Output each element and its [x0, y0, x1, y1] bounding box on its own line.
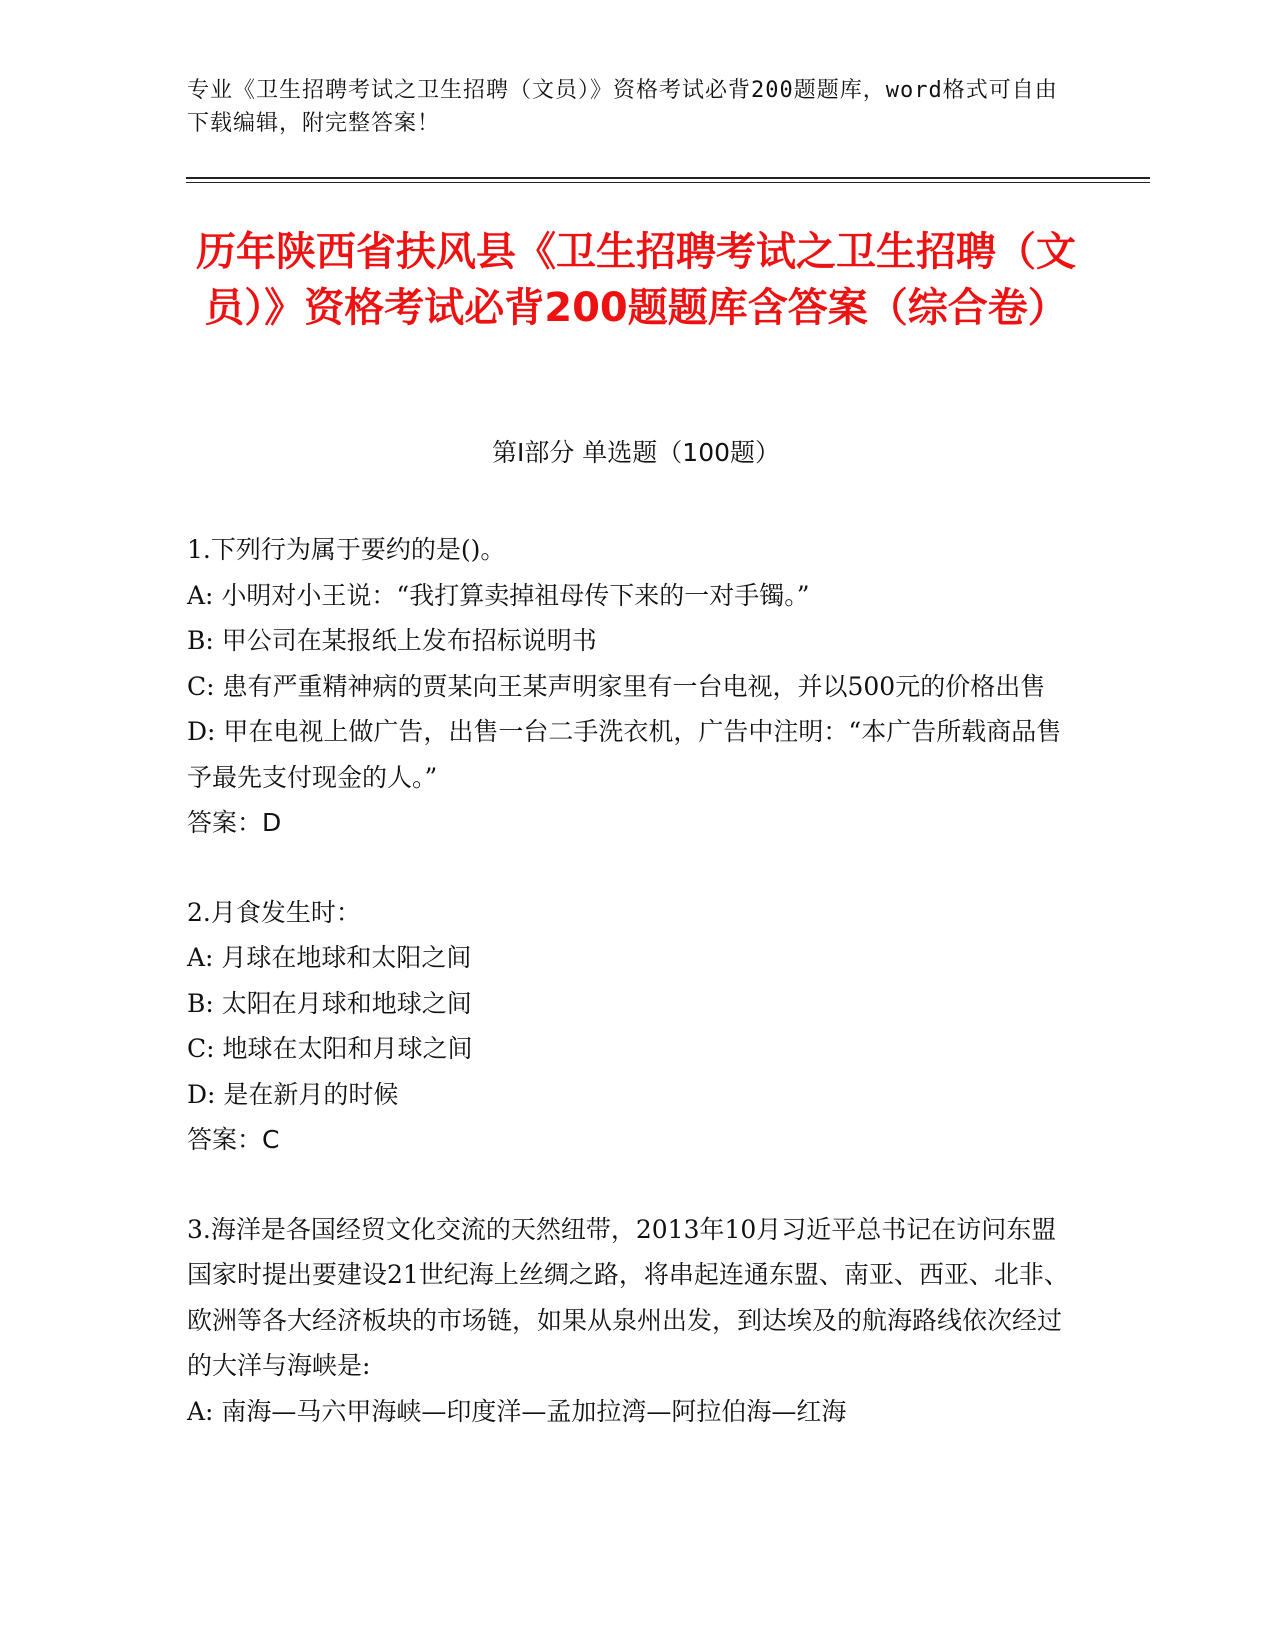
- option-c: C: 地球在太阳和月球之间: [187, 1034, 473, 1063]
- option-a: A: 月球在地球和太阳之间: [187, 943, 472, 972]
- option-d: D: 甲在电视上做广告，出售一台二手洗衣机，广告中注明：“本广告所载商品售予最先支付现金的人。”: [187, 717, 1062, 792]
- question-stem: 2.月食发生时：: [187, 897, 361, 927]
- question-1: [187, 527, 1077, 846]
- question-stem: 3.海洋是各国经贸文化交流的天然纽带，2013年10月习近平总书记在访问东盟国家时提出要建设21世纪海上丝绸之路，将串起连通东盟、南亚、西亚、北非、欧洲等各大经济板块的市场链，如果从泉州出发，到达埃及的航海路线依次经过的大洋与海峡是:: [187, 1214, 1069, 1380]
- option-a: A: 小明对小王说：“我打算卖掉祖母传下来的一对手镯。”: [187, 580, 810, 610]
- option-a: A: 南海—马六甲海峡—印度洋—孟加拉湾—阿拉伯海—红海: [187, 1396, 847, 1426]
- header-rule-thick: [186, 177, 1150, 179]
- option-c: C: 患有严重精神病的贾某向王某声明家里有一台电视，并以500元的价格出售: [187, 671, 1046, 701]
- option-b: B: 甲公司在某报纸上发布招标说明书: [187, 626, 597, 655]
- section-title: 第Ⅰ部分 单选题（100题）: [491, 438, 781, 467]
- option-d: D: 是在新月的时候: [187, 1079, 399, 1109]
- answer-line: 答案：C: [187, 1125, 280, 1154]
- question-3: [187, 1207, 1077, 1435]
- question-stem: 1.下列行为属于要约的是()。: [187, 535, 506, 564]
- document-title: 历年陕西省扶风县《卫生招聘考试之卫生招聘（文员）》资格考试必背200题题库含答案（综合卷）: [196, 229, 1076, 331]
- answer-line: 答案：D: [187, 808, 282, 837]
- header-note: 专业《卫生招聘考试之卫生招聘（文员）》资格考试必背200题题库，word格式可自由下载编辑，附完整答案！: [187, 78, 1058, 136]
- question-list: [187, 527, 1077, 1478]
- question-2: [187, 890, 1077, 1163]
- option-b: B: 太阳在月球和地球之间: [187, 988, 472, 1018]
- header-rule-thin: [186, 182, 1150, 183]
